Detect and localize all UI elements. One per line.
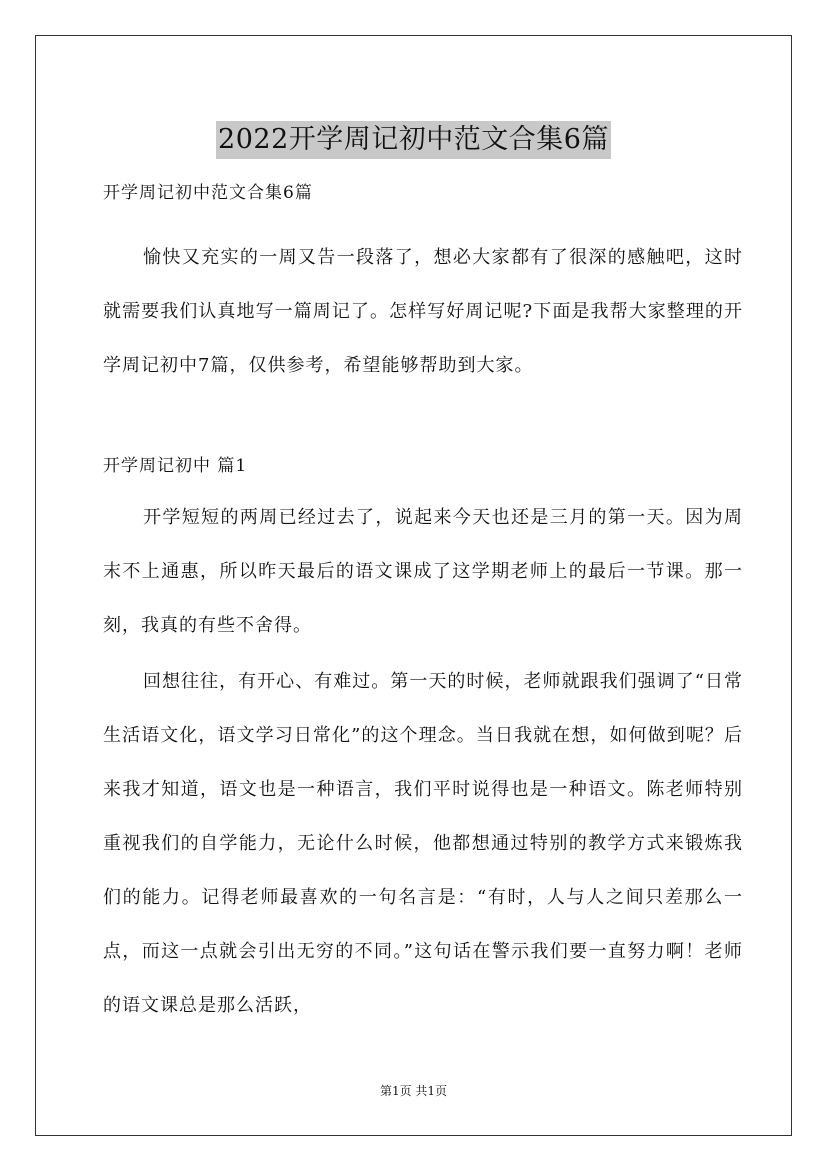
title-container [0,103,827,177]
intro-paragraph: 愉快又充实的一周又告一段落了，想必大家都有了很深的感触吧，这时就需要我们认真地写一篇周记了。怎样写好周记呢?下面是我帮大家整理的开学周记初中7篇，仅供参考，希望能够帮助到大家。 [103,247,743,376]
page-footer: 第1页 共1页 [379,1084,448,1098]
document-subtitle: 开学周记初中范文合集6篇 [103,183,313,203]
body-paragraph-2: 回想往往，有开心、有难过。第一天的时候，老师就跟我们强调了“日常生活语文化，语文学习日常化”的这个理念。当日我就在想，如何做到呢？后来我才知道，语文也是一种语言，我们平时说得也是一种语文。陈老师特别重视我们的自学能力，无论什么时候，他都想通过特别的教学方式来锻炼我们的能力。记得老师最喜欢的一句名言是：“有时，人与人之间只差那么一点，而这一点就会引出无穷的不同。”这句话在警示我们要一直努力啊！老师的语文课总是那么活跃， [103,671,743,1016]
section-heading: 开学周记初中 篇1 [103,456,248,476]
body-paragraph-1: 开学短短的两周已经过去了，说起来今天也还是三月的第一天。因为周末不上通惠，所以昨天最后的语文课成了这学期老师上的最后一节课。那一刻，我真的有些不舍得。 [103,507,743,636]
document-title: 2022开学周记初中范文合集6篇 [216,121,611,159]
